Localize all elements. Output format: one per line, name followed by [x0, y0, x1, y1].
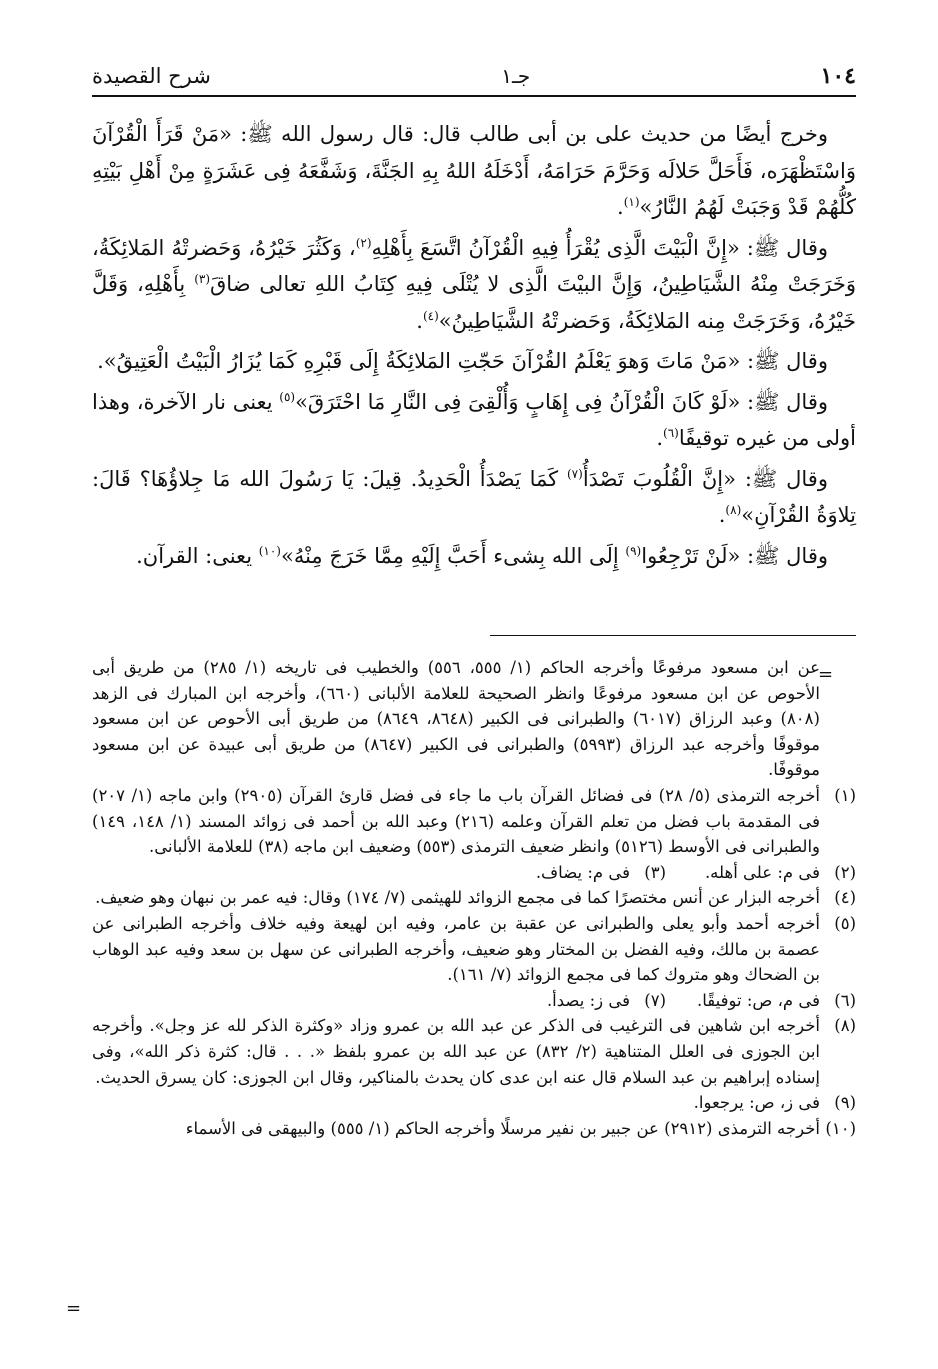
book-title: شرح القصيدة — [92, 64, 211, 88]
hadith-text: وقال ﷺ: «لَوْ كَانَ الْقُرْآنُ فِى إِهَابٍ وَأُلْقِىَ فِى النَّارِ مَا احْتَرَقَ» — [295, 389, 828, 414]
footnote-number: (٧) — [644, 990, 666, 1010]
hadith-text: وقال ﷺ: «إِنَّ الْبَيْتَ الَّذِى يُقْرَأُ فِيهِ الْقُرْآنُ اتَّسَعَ بِأَهْلِهِ — [371, 235, 828, 260]
footnote-ref: (٦) — [663, 426, 679, 440]
footnote-text: فى م، ص: توفيقًا. — [696, 990, 820, 1010]
volume-label: جـ١ — [501, 64, 531, 88]
footnote-ref: (١) — [623, 195, 640, 209]
footnote-number: (٤) — [834, 888, 856, 908]
footnote-text: أخرجه الترمذى (٢٩١٢) عن جبير بن نفير مرسلًا وأخرجه الحاكم (١/ ٥٥٥) والبيهقى فى الأسماء — [185, 1118, 820, 1138]
footnote-text: فى م: يضاف. — [535, 862, 630, 882]
footnote-8 — [92, 1013, 856, 1090]
hadith-text: ، وَكَثُرَ خَيْرُهُ، وَحَضرتْهُ المَلائِكَةُ، وَخَرَجَتْ مِنْهُ الشَّيَاطِينُ، وَإِنَّ البيْتَ الَّذِى لا يُتْلَى فِيهِ كِتَابُ اللهِ تعالى ضاقَ — [92, 235, 857, 296]
hadith-text: بِأَهْلِهِ، وَقَلَّ خَيْرُهُ، وَخَرَجَتْ مِنه المَلائِكَةُ، وَحَضرتْهُ الشَّيَاطِينُ» — [92, 272, 856, 333]
footnote-ref: (٢) — [355, 235, 372, 250]
footnote-number: (٩) — [834, 1093, 856, 1113]
footnote-ref: (٧) — [566, 466, 583, 481]
main-text — [92, 116, 856, 578]
footnote-5 — [92, 911, 856, 988]
footnote-text: فى ز: يصدأ. — [546, 990, 630, 1010]
footnote-number: (٨) — [834, 1016, 856, 1036]
footnote-text: عن ابن مسعود مرفوعًا وأخرجه الحاكم (١/ ٥٥٥، ٥٥٦) والخطيب فى تاريخه (١/ ٢٨٥) من طريق أبى الأحوص عن ابن مسعود مرفوعًا وانظر الصحيحة للعلامة الألبانى (٦٦٠)، وأخرجه ابن المبارك فى الزهد (٨٠٨) وعبد الرزاق (٦٠١٧) والطبرانى فى الكبير (٨٦٤٨، ٨٦٤٩) من طريق أبى الأحوص عن ابن مسعود موقوفًا وأخرجه عبد الرزاق (٥٩٩٣) والطبرانى فى الكبير (٨٦٤٧) من طريق أبى عبيدة عن ابن مسعود موقوفًا. — [92, 658, 821, 780]
hadith-text: إِلَى الله بِشىء أَحَبَّ إِلَيْهِ مِمَّا خَرَجَ مِنْهُ» — [280, 543, 626, 568]
footnote-text: أخرجه ابن شاهين فى الترغيب فى الذكر عن عبد الله بن عمرو وزاد «وكثرة الذكر لله عز وجل». وأخرجه ابن الجوزى فى العلل المتناهية (٢/ ٨٣٢) عن عبد الله بن عمرو بلفظ «. . . قال: كثرة ذكر الله»، وفى إسناده إبراهيم بن عبد السلام قال عنه ابن عدى كان يحدث بالمناكير، وقال ابن الجوزى: كان يسرق الحديث. — [92, 1016, 820, 1087]
footnote-number: (٢) — [834, 862, 856, 882]
page-number: ١٠٤ — [820, 63, 856, 89]
footnote-ref: (٤) — [422, 308, 439, 323]
paragraph — [92, 538, 856, 575]
commentary-text: يعنى: القرآن. — [136, 543, 259, 568]
punct: . — [656, 426, 664, 450]
footnote-text: أخرجه البزار عن أنس مختصرًا كما فى مجمع الزوائد للهيثمى (٧/ ١٧٤) وقال: فيه عمر بن نبهان وهو ضعيف. — [95, 888, 820, 908]
hadith-text: وخرج أيضًا من حديث على بن أبى طالب قال: قال رسول الله ﷺ: «مَنْ قَرَأَ الْقُرْآنَ وَاسْتَظْهَرَه، فَأَحَلَّ حَلالَه وَحَرَّمَ حَرَامَهُ، أَدْخَلَهُ اللهُ بِهِ الجَنَّةَ، وَشَفَّعَهُ فِى عَشَرَةٍ مِنْ أَهْلِ بَيْتِهِ كُلُّهُمْ قَدْ وَجَبَتْ لَهُمُ النَّارُ» — [92, 122, 856, 219]
paragraph — [92, 384, 856, 457]
header-rule — [92, 95, 856, 97]
footnote-row — [92, 860, 856, 886]
punct: . — [718, 503, 726, 527]
footnote-continuation — [92, 655, 856, 783]
footnote-text: فى م: على أهله. — [704, 862, 820, 882]
footnote-number: (٣) — [644, 862, 666, 882]
punct: . — [416, 308, 423, 333]
paragraph — [92, 343, 856, 380]
footnote-separator — [490, 635, 856, 636]
paragraph — [92, 461, 856, 534]
footnote-ref: (٣) — [194, 272, 211, 286]
footnote-text: أخرجه أحمد وأبو يعلى والطبرانى عن عقبة بن عامر، وفيه ابن لهيعة وفيه خلاف وأخرجه الطبرانى عن عصمة بن مالك، وفيه الفضل بن المختار وهو ضعيف، وأخرجه الطبرانى عن سهل بن سعد وفيه عبد الوهاب بن الضحاك وهو متروك كما فى مجمع الزوائد (٧/ ١٦١). — [92, 913, 820, 985]
footnote-9 — [92, 1090, 856, 1116]
footnote-10 — [92, 1116, 856, 1142]
footnote-number: (٦) — [834, 990, 856, 1010]
footnote-2 — [666, 860, 856, 886]
footnote-row — [92, 988, 856, 1014]
footnote-text: فى ز، ص: يرجعوا. — [693, 1093, 820, 1113]
footnote-ref: (١٠) — [258, 543, 281, 558]
footnote-ref: (٩) — [625, 543, 642, 558]
footnote-number: (٥) — [834, 913, 856, 933]
hadith-text: كَمَا يَصْدَأُ الْحَدِيدُ. قِيلَ: يَا رَسُولَ الله مَا جِلاؤُهَا؟ قَالَ: تِلاوَةُ القُرْآنِ» — [92, 466, 856, 527]
running-header — [92, 60, 856, 92]
punct: . — [617, 195, 624, 219]
footnotes — [92, 655, 856, 1141]
hadith-text: وقال ﷺ: «إِنَّ الْقُلُوبَ تَصْدَأُ — [582, 466, 828, 491]
footnote-number: (١) — [834, 785, 856, 805]
footnote-3 — [476, 860, 666, 886]
footnote-text: أخرجه الترمذى (٥/ ٢٨) فى فضائل القرآن باب ما جاء فى فضل قارئ القرآن (٢٩٠٥) وابن ماجه (١/ ٢٠٧) فى المقدمة باب فضل من تعلم القرآن وعلمه (٢١٦) وعبد الله بن أحمد فى زوائد المسند (١/ ١٤٨، ١٤٩) والطبرانى فى الأوسط (٥١٢٦) وانظر ضعيف الترمذى (٥٥٣) وضعيف ابن ماجه (٣٨) للعلامة الألبانى. — [92, 785, 820, 857]
footnote-7 — [476, 988, 666, 1014]
continuation-mark: = — [818, 664, 834, 685]
hadith-text: وقال ﷺ: «لَنْ تَرْجِعُوا — [641, 543, 828, 568]
footnote-number: (١٠) — [825, 1118, 856, 1138]
footnote-4 — [92, 885, 856, 911]
footnote-1 — [92, 783, 856, 860]
footnote-ref: (٥) — [279, 389, 296, 404]
continuation-mark: = — [66, 1298, 82, 1319]
paragraph — [92, 230, 856, 340]
footnote-ref: (٨) — [725, 503, 742, 517]
paragraph — [92, 116, 856, 226]
hadith-text: وقال ﷺ: «مَنْ مَاتَ وَهوَ يَعْلَمُ القُرْآنَ حَجّتِ المَلائِكَةُ إِلَى قَبْرِهِ كَمَا يُزَارُ الْبَيْتُ الْعَتِيقُ». — [97, 349, 828, 373]
footnote-6 — [666, 988, 856, 1014]
commentary-text: يعنى نار الآخرة، وهذا أولى من غيره توقيفًا — [92, 389, 856, 450]
